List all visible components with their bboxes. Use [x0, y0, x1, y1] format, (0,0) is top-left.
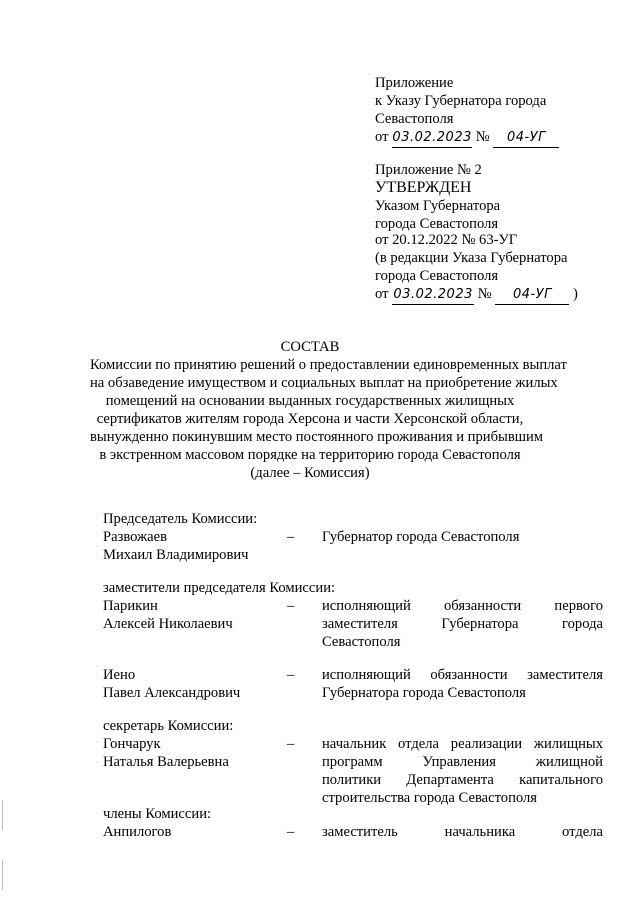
title-line: на обзаведение имуществом и социальных выплат на приобретение жилых [90, 375, 558, 391]
member-surname: Гончарук [103, 736, 161, 752]
member-surname: Иено [103, 667, 136, 683]
title-line: помещений на основании выданных государственных жилищных [105, 393, 515, 409]
member-given-name: Павел Александрович [103, 685, 241, 701]
appendix2-line: города Севастополя [375, 216, 499, 232]
member-position-line: исполняющий обязанности заместителя [322, 667, 603, 683]
dash: – [287, 598, 295, 614]
member-position-line: начальник отдела реализации жилищных [322, 736, 603, 752]
handwritten-number: 04-УГ [495, 286, 569, 305]
handwritten-number: 04-УГ [493, 129, 559, 148]
appendix-line: к Указу Губернатора города [375, 93, 547, 109]
dash: – [287, 529, 295, 545]
title-line: сертификатов жителям города Херсона и части Херсонской области, [96, 411, 524, 427]
member-surname: Развожаев [103, 529, 168, 545]
handwritten-date: 03.02.2023 [392, 129, 472, 148]
member-position-line: программ Управления жилищной [322, 754, 603, 770]
dash: – [287, 824, 295, 840]
appendix2-line: Приложение № 2 [375, 162, 482, 178]
appendix-line: Приложение [375, 75, 454, 91]
appendix-line: Севастополя [375, 111, 454, 127]
scan-edge-mark [2, 860, 3, 890]
appendix2-line: от 20.12.2022 № 63-УГ [375, 232, 518, 248]
title-line: вынужденно покинувшим место постоянного проживания и прибывшим [90, 429, 543, 445]
member-surname: Анпилогов [103, 824, 172, 840]
member-given-name: Наталья Валерьевна [103, 754, 229, 770]
member-given-name: Михаил Владимирович [103, 547, 249, 563]
appendix2-line: города Севастополя [375, 268, 499, 284]
members-heading: члены Комиссии: [103, 806, 212, 822]
from-label: от [375, 286, 389, 302]
dash: – [287, 736, 295, 752]
chair-heading: Председатель Комиссии: [103, 511, 258, 527]
handwritten-date: 03.02.2023 [392, 286, 474, 305]
close-paren: ) [573, 286, 578, 302]
title-line: (далее – Комиссия) [250, 465, 370, 481]
from-label: от [375, 129, 389, 145]
appendix2-line: Указом Губернатора [375, 198, 501, 214]
appendix-date-line [375, 128, 559, 148]
title-heading: СОСТАВ [280, 339, 340, 355]
document-title [90, 338, 567, 482]
number-label: № [477, 286, 492, 302]
member-position-line: исполняющий обязанности первого [322, 598, 603, 614]
number-label: № [475, 129, 490, 145]
member-position-line: заместитель начальника отдела [322, 824, 603, 840]
deputies-heading: заместители председателя Комиссии: [103, 580, 336, 596]
scan-edge-mark [2, 800, 3, 830]
appendix2-line: (в редакции Указа Губернатора [375, 250, 568, 266]
title-line: Комиссии по принятию решений о предоставлении единовременных выплат [90, 357, 567, 373]
member-position-line: строительства города Севастополя [322, 790, 537, 806]
member-position-line: Губернатора города Севастополя [322, 685, 526, 701]
member-given-name: Алексей Николаевич [103, 616, 233, 632]
member-position-line: Севастополя [322, 634, 401, 650]
member-position-line: политики Департамента капитального [322, 772, 603, 788]
title-line: в экстренном массовом порядке на территорию города Севастополя [99, 447, 521, 463]
member-position: Губернатор города Севастополя [322, 529, 520, 545]
appendix2-date-line [375, 285, 578, 305]
member-position-line: заместителя Губернатора города [322, 616, 603, 632]
dash: – [287, 667, 295, 683]
approved-label: УТВЕРЖДЕН [375, 179, 472, 196]
secretary-heading: секретарь Комиссии: [103, 718, 234, 734]
member-surname: Парикин [103, 598, 158, 614]
